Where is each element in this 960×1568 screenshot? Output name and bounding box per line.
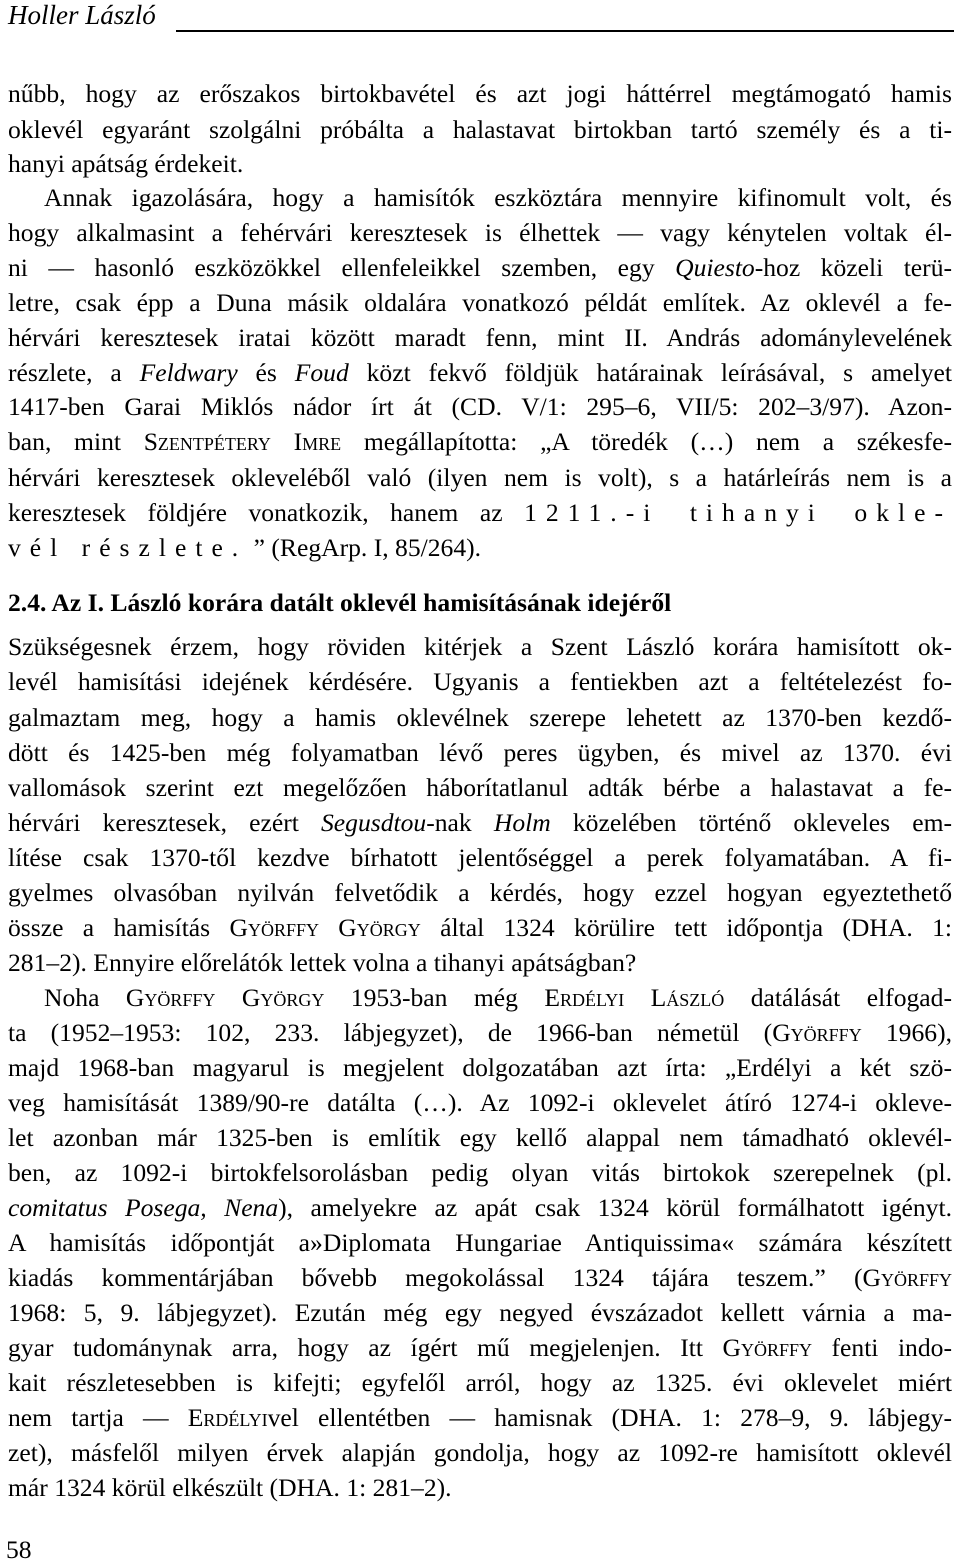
text-line: 1417-ben Garai Miklós nádor írt át (CD. V/1: 295–6, VII/5: 202–3/97). Azon- [8, 392, 952, 421]
page-number: 58 [6, 1535, 32, 1564]
text-line: hérvári keresztesek iratai között maradt fenn, mint II. András adománylevelének [8, 323, 952, 352]
text-line: majd 1968-ban magyarul is megjelent dolgozatában azt írta: „Erdélyi a két szö- [8, 1053, 952, 1082]
text-line: már 1324 körül elkészült (DHA. 1: 281–2). [8, 1473, 452, 1502]
text-line: kait részletesebben is kifejti; egyfelől arról, hogy az 1325. évi oklevelet miért [8, 1368, 952, 1397]
text-line: hanyi apátság érdekeit. [8, 149, 244, 178]
text-line: let azonban már 1325-ben is említik egy kellő alappal nem támadható oklevél- [8, 1123, 952, 1152]
text-line: ban, mint Szentpétery Imre megállapította: „A töredék (…) nem a székesfe- [8, 427, 953, 456]
text-line: A hamisítás időpontját a»Diplomata Hungariae Antiquissima« számára készített [8, 1228, 952, 1257]
text-line: össze a hamisítás Györffy György által 1324 körülire tett időpontja (DHA. 1: [8, 913, 952, 942]
text-line: vél részlete. ” (RegArp. I, 85/264). [8, 533, 482, 562]
text-line: letre, csak épp a Duna másik oldalára vonatkozó példát említek. Az oklevél a fe- [8, 288, 952, 317]
text-line: hogy alkalmasint a fehérvári keresztesek is élhettek — vagy kénytelen voltak él- [8, 218, 952, 247]
text-line: Annak igazolására, hogy a hamisítók eszköztára mennyire kifinomult volt, és [44, 183, 952, 212]
text-line: galmaztam meg, hogy a hamis oklevélnek szerepe lehetett az 1370-ben kezdő- [8, 703, 952, 732]
text-line: 281–2). Ennyire előrelátók lettek volna a tihanyi apátságban? [8, 948, 637, 977]
text-line: keresztesek földjére vonatkozik, hanem az 1211.-i tihanyi okle- [8, 498, 952, 527]
header-rule [176, 30, 954, 32]
text-line: ta (1952–1953: 102, 233. lábjegyzet), de 1966-ban németül (Györffy 1966), [8, 1018, 952, 1047]
text-line: veg hamisítását 1389/90-re datálta (…). Az 1092-i oklevelet átíró 1274-i okleve- [8, 1088, 952, 1117]
text-line: nem tartja — Erdélyivel ellentétben — hamisnak (DHA. 1: 278–9, 9. lábjegy- [8, 1403, 952, 1432]
text-line: comitatus Posega, Nena), amelyekre az apát csak 1324 körül formálhatott igényt. [8, 1193, 952, 1222]
text-line: oklevél egyaránt szolgálni próbálta a halastavat birtokban tartó személy és a ti- [8, 115, 952, 144]
text-line: vallomások szerint ezt megelőzően háborítatlanul adták bérbe a halastavat a fe- [8, 773, 952, 802]
text-line: hérvári keresztesek, ezért Segusdtou-nak Holm közelében történő okleveles em- [8, 808, 952, 837]
text-line: levél hamisítási idejének kérdésére. Ugyanis a fentiekben azt a feltételezést fo- [8, 667, 952, 696]
text-line: hérvári keresztesek okleveléből való (ilyen nem is volt), s a határleírás nem is a [8, 463, 952, 492]
text-line: Szükségesnek érzem, hogy röviden kitérjek a Szent László korára hamisított ok- [8, 632, 952, 661]
text-line: ben, az 1092-i birtokfelsorolásban pedig olyan vitás birtokok szerepelnek (pl. [8, 1158, 952, 1187]
text-line: nűbb, hogy az erőszakos birtokbavétel és azt jogi háttérrel megtámogató hamis [8, 79, 952, 108]
text-line: 1968: 5, 9. lábjegyzet). Ezután még egy negyed évszázadot kellett várnia a ma- [8, 1298, 952, 1327]
text-line: Noha Györffy György 1953-ban még Erdélyi László datálását elfogad- [44, 983, 952, 1012]
text-line: gyar tudománynak arra, hogy az ígért mű megjelenjen. Itt Györffy fenti indo- [8, 1333, 952, 1362]
text-line: lítése csak 1370-től kezdve bírhatott jelentőséggel a perek folyamatában. A fi- [8, 843, 952, 872]
header-author: Holler László [8, 0, 156, 30]
section-heading: 2.4. Az I. László korára datált oklevél hamisításának idejéről [8, 588, 672, 617]
text-line: kiadás kommentárjában bővebb megokolással 1324 tájára teszem.” (Györffy [8, 1263, 952, 1292]
text-line: dött és 1425-ben még folyamatban lévő peres ügyben, és mivel az 1370. évi [8, 738, 952, 767]
text-line: zet), másfelől milyen érvek alapján gondolja, hogy az 1092-re hamisított oklevél [8, 1438, 952, 1467]
text-line: részlete, a Feldwary és Foud közt fekvő földjük határainak leírásával, s amelyet [8, 358, 952, 387]
text-line: gyelmes olvasóban nyilván felvetődik a kérdés, hogy ezzel hogyan egyeztethető [8, 878, 952, 907]
text-line: ni — hasonló eszközökkel ellenfeleikkel szemben, egy Quiesto-hoz közeli terü- [8, 253, 953, 282]
